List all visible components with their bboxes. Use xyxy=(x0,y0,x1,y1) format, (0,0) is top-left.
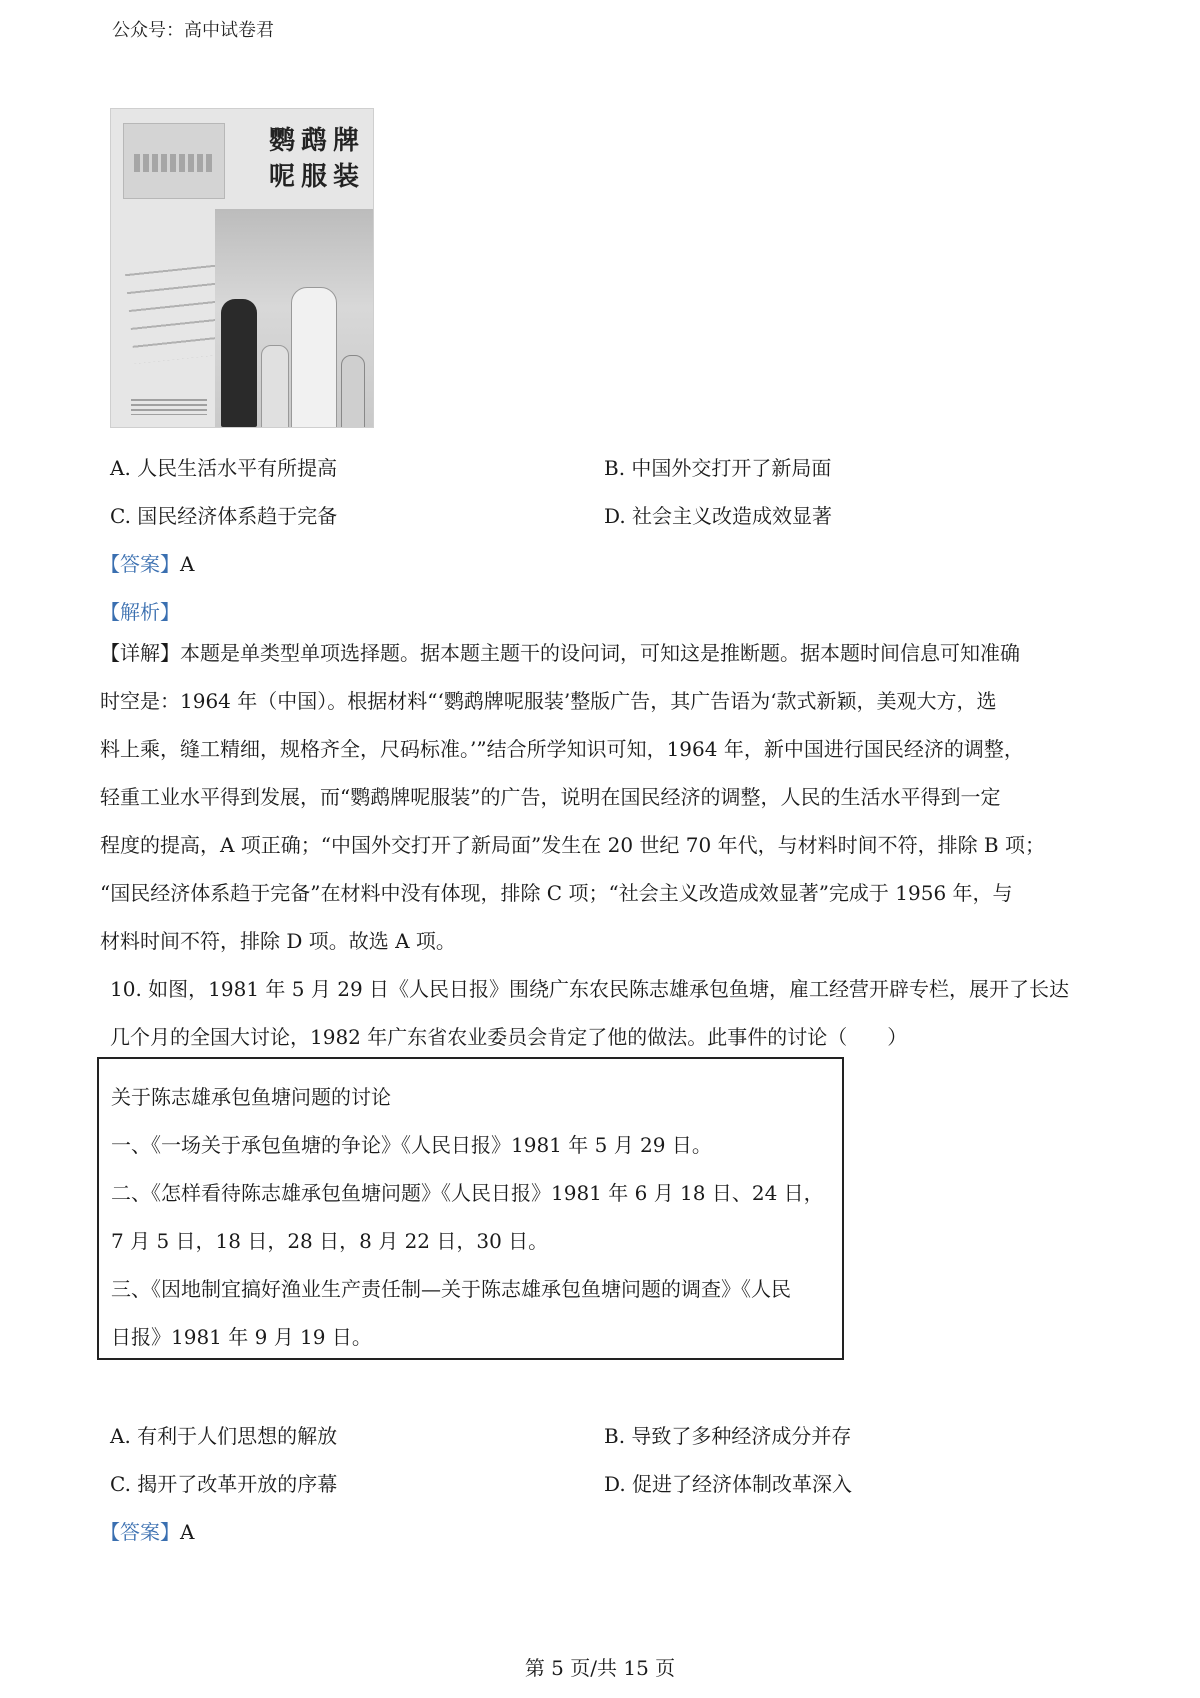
box-line: 二、《怎样看待陈志雄承包鱼塘问题》《人民日报》1981 年 6 月 18 日、24 日， xyxy=(111,1181,824,1205)
q9-option-b: B. 中国外交打开了新局面 xyxy=(604,456,832,480)
advert-title-line2: 呢服装 xyxy=(268,162,365,192)
q9-detail xyxy=(100,629,1045,965)
q9-option-a: A. 人民生活水平有所提高 xyxy=(110,456,338,480)
stem-line: 10. 如图，1981 年 5 月 29 日《人民日报》围绕广东农民陈志雄承包鱼塘，雇工经营开辟专栏，展开了长达 xyxy=(110,977,1070,1001)
q9-option-d: D. 社会主义改造成效显著 xyxy=(604,504,833,528)
box-line: 关于陈志雄承包鱼塘问题的讨论 xyxy=(111,1085,391,1109)
detail-line: 料上乘，缝工精细，规格齐全，尺码标准。’”结合所学知识可知，1964 年，新中国进行国民经济的调整， xyxy=(100,737,1024,761)
detail-line: 材料时间不符，排除 D 项。故选 A 项。 xyxy=(100,929,456,953)
answer-label: 【答案】 xyxy=(100,1520,180,1544)
q10-option-a: A. 有利于人们思想的解放 xyxy=(110,1424,338,1448)
stem-line: 几个月的全国大讨论，1982 年广东省农业委员会肯定了他的做法。此事件的讨论（ ） xyxy=(110,1025,908,1049)
q9-option-c: C. 国民经济体系趋于完备 xyxy=(110,504,338,528)
brand-logo-icon xyxy=(123,123,225,199)
analysis-label: 【解析】 xyxy=(100,600,180,624)
child-figure-icon xyxy=(261,345,289,428)
box-line: 三、《因地制宜搞好渔业生产责任制—关于陈志雄承包鱼塘问题的调查》《人民 xyxy=(111,1277,791,1301)
answer-value: A xyxy=(180,552,195,576)
q10-option-d: D. 促进了经济体制改革深入 xyxy=(604,1472,853,1496)
q10-stem xyxy=(110,965,1069,1061)
advert-title-line1: 鹦鹉牌 xyxy=(268,126,365,156)
answer-value: A xyxy=(180,1520,195,1544)
detail-line: “国民经济体系趋于完备”在材料中没有体现，排除 C 项；“社会主义改造成效显著”完成于 1956 年，与 xyxy=(100,881,1013,905)
q10-answer xyxy=(100,1516,194,1545)
parrot-brand-advert-image xyxy=(110,108,374,428)
q9-answer xyxy=(100,548,194,577)
box-line: 日报》1981 年 9 月 19 日。 xyxy=(111,1325,372,1349)
answer-label: 【答案】 xyxy=(100,552,180,576)
advert-title xyxy=(229,123,365,195)
woman-figure-icon xyxy=(291,287,337,428)
man-figure-icon xyxy=(221,299,257,427)
q10-material-box xyxy=(97,1057,844,1360)
box-line: 一、《一场关于承包鱼塘的争论》《人民日报》1981 年 5 月 29 日。 xyxy=(111,1133,712,1157)
detail-line: 时空是：1964 年（中国）。根据材料“‘鹦鹉牌呢服装’整版广告，其广告语为‘款式新颖，美观大方，选 xyxy=(100,689,997,713)
detail-line: 【详解】本题是单类型单项选择题。据本题主题干的设问词，可知这是推断题。据本题时间信息可知准确 xyxy=(100,641,1020,665)
detail-line: 轻重工业水平得到发展，而“鹦鹉牌呢服装”的广告，说明在国民经济的调整，人民的生活水平得到一定 xyxy=(100,785,1001,809)
q10-option-b: B. 导致了多种经济成分并存 xyxy=(604,1424,852,1448)
child-figure-icon xyxy=(341,355,365,428)
page-number: 第 5 页/共 15 页 xyxy=(524,1656,676,1680)
advert-footer-text-icon xyxy=(131,399,207,415)
detail-line: 程度的提高，A 项正确；“中国外交打开了新局面”发生在 20 世纪 70 年代，与材料时间不符，排除 B 项； xyxy=(100,833,1045,857)
q10-option-c: C. 揭开了改革开放的序幕 xyxy=(110,1472,338,1496)
source-header: 公众号：高中试卷君 xyxy=(112,20,274,41)
box-line: 7 月 5 日，18 日，28 日，8 月 22 日，30 日。 xyxy=(111,1229,549,1253)
